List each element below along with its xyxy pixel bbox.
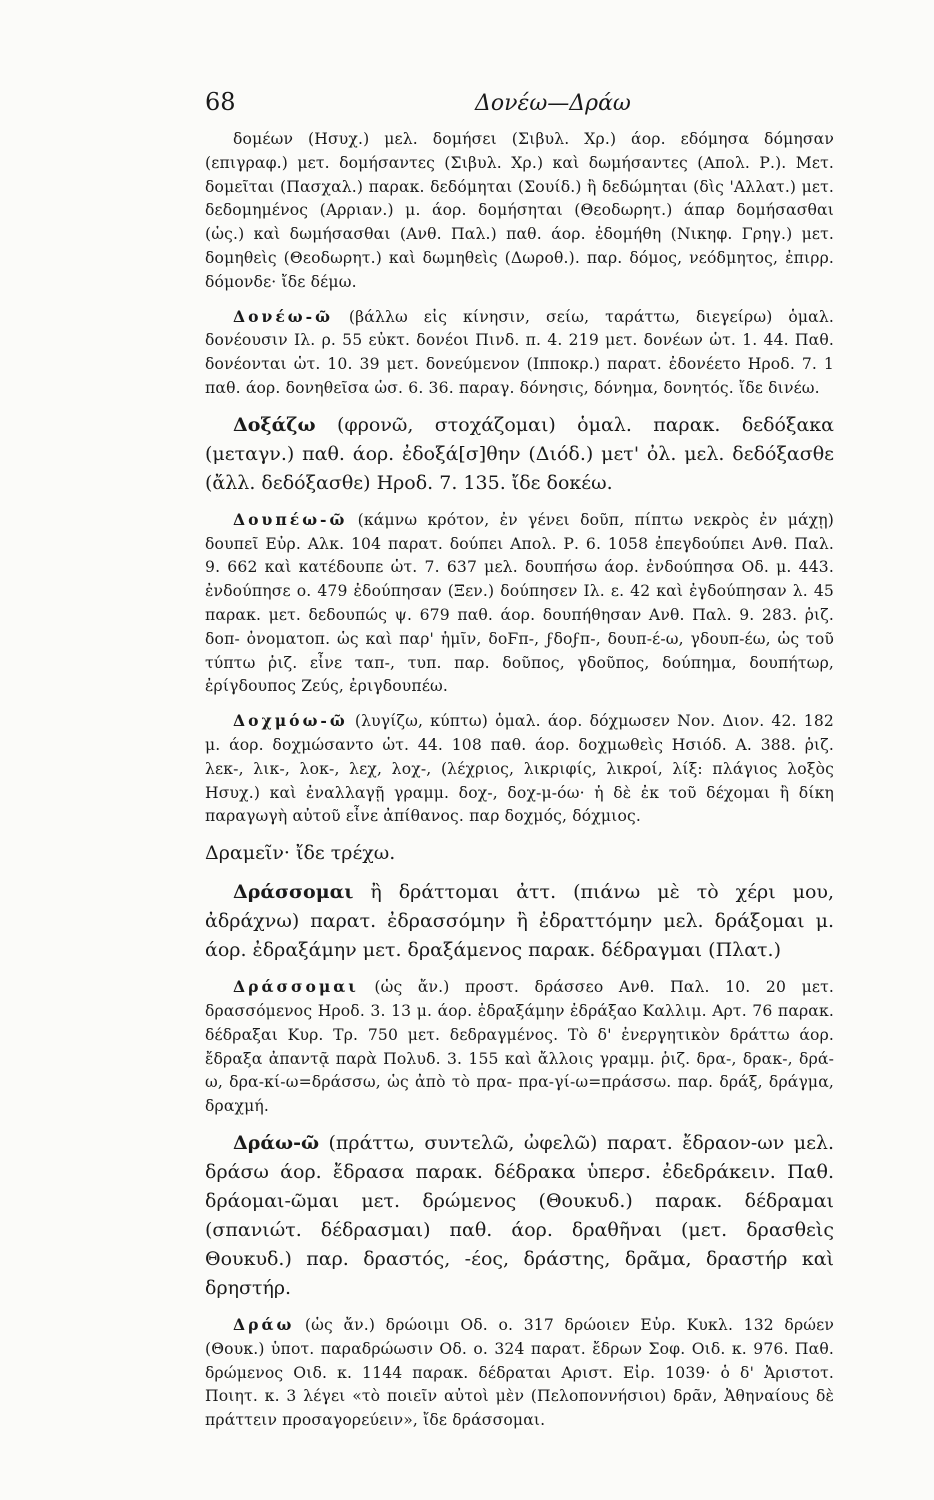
entry-text: δομέων (Ησυχ.) μελ. δομήσει (Σιβυλ. Χρ.) άορ. εδόμησα δόμησαν (επιγραφ.) μετ. δομήσαντες (Σιβυλ. Χρ.) καὶ δωμήσαντες (Απολ. Ρ.). Μετ. δομεῖται (Πασχαλ.) παρακ. δεδόμηται (Σουίδ.) ἢ δεδώμηται (δὶς 'Αλλατ.) μετ. δεδομημένος (Αρριαν.) μ. άορ. δομήσηται (Θεοδωρητ.) άπαρ δομήσασθαι (ὡς.) καὶ δωμήσασθαι (Ανθ. Παλ.) παθ. άορ. ἐδομήθη (Νικηφ. Γρηγ.) μετ. δομηθεὶς (Θεοδωρητ.) καὶ δωμηθεὶς (Δωροθ.). παρ. δόμος, νεόδμητος, ἐπιρρ. δόμονδε· ἴδε δέμω. <box>205 130 834 291</box>
entry-text: (φρονῶ, στοχάζομαι) ὁμαλ. παρακ. δεδόξακα (μεταγν.) παθ. άορ. ἐδοξά[σ]θην (Διόδ.) μετ' ὀλ. μελ. δεδόξασθε (ἄλλ. δεδόξασθε) Ηροδ. 7. 135. ἴδε δοκέω. <box>205 413 834 494</box>
entry-text: (βάλλω εἰς κίνησιν, σείω, ταράττω, διεγείρω) ὁμαλ. δονέουσιν Ιλ. ρ. 55 εὐκτ. δονέοι Πινδ. π. 4. 219 μετ. δονέων ὡτ. 1. 44. Παθ. δονέονται ὡτ. 10. 39 μετ. δονεύμενον (Ιπποκρ.) παρατ. ἐδονέετο Ηροδ. 7. 1 παθ. άορ. δονηθεῖσα ὡσ. 6. 36. παραγ. δόνησις, δόνημα, δονητός. ἴδε δινέω. <box>205 307 834 397</box>
page-number: 68 <box>205 88 236 116</box>
dictionary-entry <box>205 508 834 699</box>
entry-headword: Δράσσομαι <box>233 881 354 904</box>
entry-text: (ὡς ἄν.) προστ. δράσσεο Ανθ. Παλ. 10. 20 μετ. δρασσόμενος Ηροδ. 3. 13 μ. άορ. ἐδραξάμην ἐδράξαο Καλλιμ. Αρτ. 76 παρακ. δέδραξαι Κυρ. Τρ. 750 μετ. δεδραγμένος. Τὸ δ' ἐνεργητικὸν δράττω άορ. ἔδραξα ἀπαντᾷ παρὰ Πολυδ. 3. 155 καὶ ἄλλοις γραμμ. ῥιζ. δρα-, δρακ-, δρά-ω, δρα-κί-ω=δράσσω, ὡς ἀπὸ τὸ πρα- πρα-γί-ω=πράσσω. παρ. δράξ, δράγμα, δραχμή. <box>205 978 834 1116</box>
dictionary-entry <box>205 1129 834 1303</box>
entry-text: (κάμνω κρότον, ἐν γένει δοῦπ, πίπτω νεκρὸς ἐν μάχῃ) δουπεῖ Εὐρ. Αλκ. 104 παρατ. δούπει Απολ. Ρ. 6. 1058 ἐπεγδούπει Ανθ. Παλ. 9. 662 καὶ κατέδουπε ὡτ. 7. 637 μελ. δουπήσω άορ. ἐνδούπησα Οδ. μ. 443. ἐνδούπησε ο. 479 ἐδούπησαν (Ξεν.) δούπησεν Ιλ. ε. 42 καὶ ἐγδούπησαν λ. 45 παρακ. μετ. δεδουπώς ψ. 679 παθ. άορ. δουπήθησαν Ανθ. Παλ. 9. 283. ῥιζ. δοπ- ὀνοματοπ. ὡς καὶ παρ' ἡμῖν, δοϜπ-, ϝδοϝπ-, δουπ-έ-ω, γδουπ-έω, ὡς τοῦ τύπτω ῥιζ. εἶνε ταπ-, τυπ. παρ. δοῦπος, γδοῦπος, δούπημα, δουπήτωρ, ἐρίγδουπος Ζεύς, ἐριγδουπέω. <box>205 510 834 696</box>
dictionary-entry <box>205 878 834 965</box>
entry-text: (ὡς ἄν.) δρώοιμι Οδ. ο. 317 δρώοιεν Εὐρ. Κυκλ. 132 δρώεν (Θουκ.) ὑποτ. παραδρώωσιν Οδ. ο. 324 παρατ. ἔδρων Σοφ. Οιδ. κ. 976. Παθ. δρώμενος Οιδ. κ. 1144 παρακ. δέδραται Αριστ. Εἰρ. 1039· ὁ δ' Ἀριστοτ. Ποιητ. κ. 3 λέγει «τὸ ποιεῖν αὐτοὶ μὲν (Πελοποννήσιοι) δρᾶν, Ἀθηναίους δὲ πράττειν προσαγορεύειν», ἴδε δράσσομαι. <box>205 1315 834 1430</box>
entry-headword: Δουπέω-ῶ <box>233 509 348 529</box>
entry-text: (λυγίζω, κύπτω) ὁμαλ. άορ. δόχμωσεν Νον. Διον. 42. 182 μ. άορ. δοχμώσαντο ὡτ. 44. 108 παθ. άορ. δοχμωθεὶς Ησιόδ. Α. 388. ῥιζ. λεκ-, λικ-, λοκ-, λεχ, λοχ-, (λέχριος, λικριφίς, λικροί, λίξ: πλάγιος λοξὸς Ησυχ.) καὶ ἐναλλαγῇ γραμμ. δοχ-, δοχ-μ-όω· ἡ δὲ ἐκ τοῦ δέχομαι ἢ δίκη παραγωγὴ αὐτοῦ εἶνε ἀπίθανος. παρ δοχμός, δόχμιος. <box>205 712 834 826</box>
entries-list <box>205 128 834 1433</box>
running-title: Δονέω—Δράω <box>475 91 631 116</box>
page-header <box>205 88 834 128</box>
entry-headword: Δοχμόω-ῶ <box>233 711 348 731</box>
dictionary-entry <box>205 1313 834 1433</box>
entry-headword: Δονέω-ῶ <box>233 306 333 326</box>
entry-text: (πράττω, συντελῶ, ὠφελῶ) παρατ. ἔδραον-ων μελ. δράσω άορ. ἔδρασα παρακ. δέδρακα ὑπερσ. ἐδεδράκειν. Παθ. δράομαι-ῶμαι μετ. δρώμενος (Θουκυδ.) παρακ. δέδραμαι (σπανιώτ. δέδρασμαι) παθ. άορ. δραθῆναι (μετ. δρασθεὶς Θουκυδ.) παρ. δραστός, -έος, δράστης, δρᾶμα, δραστήρ καὶ δρηστήρ. <box>205 1131 834 1299</box>
dictionary-entry <box>205 839 834 868</box>
dictionary-entry <box>205 305 834 401</box>
entry-headword: Δράω-ῶ <box>233 1131 320 1154</box>
entry-text: ἢ δράττομαι ἀττ. (πιάνω μὲ τὸ χέρι μου, ἀδράχνω) παρατ. ἐδρασσόμην ἢ ἐδραττόμην μελ. δράξομαι μ. άορ. ἐδραξάμην μετ. δραξάμενος παρακ. δέδραγμαι (Πλατ.) <box>205 881 834 962</box>
entry-headword: Δράσσομαι <box>233 977 359 997</box>
dictionary-entry <box>205 975 834 1119</box>
dictionary-entry <box>205 411 834 498</box>
dictionary-entry <box>205 128 834 295</box>
entry-text: Δραμεῖν· ἴδε τρέχω. <box>205 842 396 865</box>
entry-headword: Δοξάζω <box>233 413 316 436</box>
entry-headword: Δράω <box>233 1314 295 1334</box>
dictionary-entry <box>205 709 834 829</box>
